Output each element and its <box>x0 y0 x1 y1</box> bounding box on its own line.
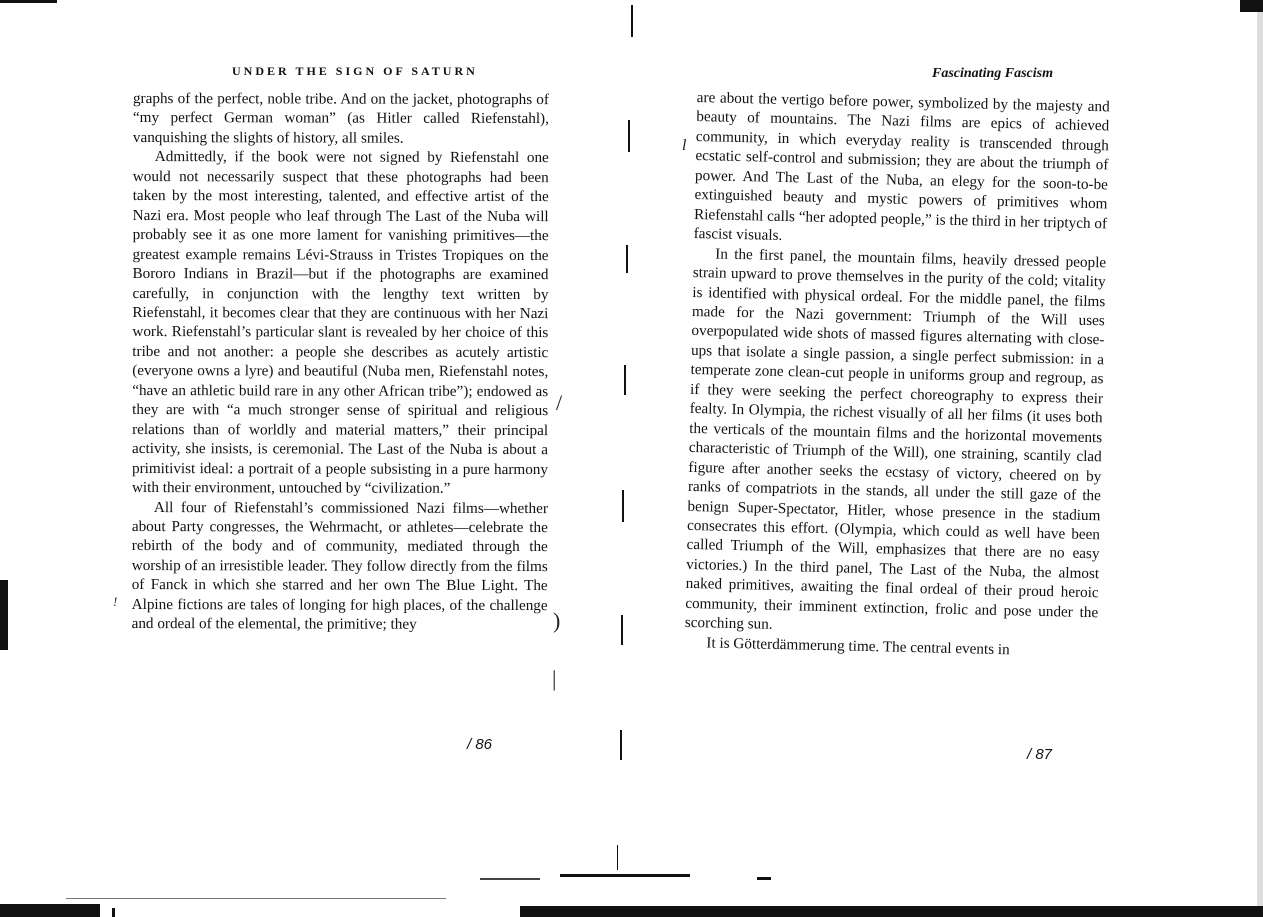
binding-shadow <box>560 874 690 877</box>
scan-speck <box>112 908 115 917</box>
gutter-line <box>621 615 623 645</box>
margin-mark: ) <box>553 608 561 633</box>
running-head-right: Fascinating Fascism <box>932 66 1053 81</box>
scan-edge-left <box>0 580 8 650</box>
margin-mark: l <box>682 137 687 154</box>
scan-edge-right <box>1257 12 1263 917</box>
binding-shadow <box>480 878 540 880</box>
right-page-body <box>684 88 1110 661</box>
binding-shadow <box>66 898 446 899</box>
scan-edge-top-left <box>0 0 57 3</box>
margin-mark: | <box>552 666 557 691</box>
running-head-left: UNDER THE SIGN OF SATURN <box>232 64 478 78</box>
scan-edge-bottom-right <box>520 906 1263 917</box>
right-paragraph-2: In the first panel, the mountain films, heavily dressed people strain upward to prove themselves in the purity of the cold; vitality is identified with physical ordeal. For the middle panel, the films made for the Nazi government: Triumph of the Will uses overpopulated wide shots of massed figures alternating with close-ups that isolate a single passion, a single perfect submission: in a temperate zone clean-cut people in uniforms group and regroup, as if they were seeking the perfect choreography to express their fealty. In Olympia, the richest visually of all her films (it uses both the verticals of the mountain films and the horizontal movements characteristic of Triumph of the Will), one straining, scantily clad figure after another seeks the ecstasy of victory, cheered on by ranks of compatriots in the stands, all under the still gaze of the benign Super-Spectator, Hitler, whose presence in the stadium consecrates this effort. (Olympia, which could as well have been called Triumph of the Will, emphasizes that there are no easy victories.) In the third panel, The Last of the Nuba, the almost naked primitives, awaiting the final ordeal of their proud heroic community, their imminent extinction, frolic and pose under the scorching sun. <box>684 245 1107 634</box>
binding-shadow <box>757 877 771 880</box>
gutter-line <box>624 365 626 395</box>
gutter-line <box>622 490 624 522</box>
margin-mark: ! <box>113 594 118 609</box>
gutter-line <box>628 120 630 152</box>
scan-edge-top-right <box>1240 0 1263 12</box>
gutter-line <box>620 730 622 760</box>
scan-edge-bottom-left <box>0 904 100 917</box>
left-page-body <box>132 89 549 635</box>
left-paragraph-2: Admittedly, if the book were not signed by Riefenstahl one would not necessarily suspect that these photographs had been taken by the most interesting, talented, and effective artist of the Nazi era. Most people who leaf through The Last of the Nuba will probably see it as one more lament for vanishing primitives—the greatest example remains Lévi-Strauss in Tristes Tropiques on the Bororo Indians in Brazil—but if the photographs are examined carefully, in conjunction with the lengthy text written by Riefenstahl, it becomes clear that they are continuous with her Nazi work. Riefenstahl’s particular slant is revealed by her choice of this tribe and not another: a people she describes as acutely artistic (everyone owns a lyre) and beautiful (Nuba men, Riefenstahl notes, “have an athletic build rare in any other African tribe”); endowed as they are with “a much stronger sense of spiritual and religious relations than of worldly and material matters,” their principal activity, she insists, is ceremonial. The Last of the Nuba is about a primitivist ideal: a portrait of a people subsisting in a pure harmony with their environment, untouched by “civilization.” <box>131 148 549 497</box>
gutter-line <box>626 245 628 273</box>
right-paragraph-3: It is Götterdämmerung time. The central events in <box>706 634 1010 658</box>
margin-mark: / <box>556 390 563 415</box>
page-number-right: / 87 <box>1027 746 1053 763</box>
right-paragraph-1: are about the vertigo before power, symbolized by the majesty and beauty of mountains. The Nazi films are epics of achieved community, in which everyday reality is transcended through ecstatic self-control and submission; they are about the triumph of power. And The Last of the Nuba, an elegy for the soon-to-be extinguished beauty and mystic powers of primitives whom Riefenstahl calls “her adopted people,” is the third in her triptych of fascist visuals. <box>693 88 1110 245</box>
gutter-line <box>617 845 618 870</box>
left-paragraph-3: All four of Riefenstahl’s commissioned Nazi films—whether about Party congresses, the Wehrmacht, or athletes—celebrate the rebirth of the body and of community, mediated through the worship of an irresistible leader. They follow directly from the films of Fanck in which she starred and her own The Blue Light. The Alpine fictions are tales of longing for high places, of the challenge and ordeal of the elemental, the primitive; they <box>131 498 548 633</box>
gutter-line <box>631 5 633 37</box>
left-paragraph-1: graphs of the perfect, noble tribe. And on the jacket, photographs of “my perfect German woman” (as Hitler called Riefenstahl), vanquishing the slights of history, all smiles. <box>132 90 549 147</box>
page-number-left: / 86 <box>467 736 493 753</box>
